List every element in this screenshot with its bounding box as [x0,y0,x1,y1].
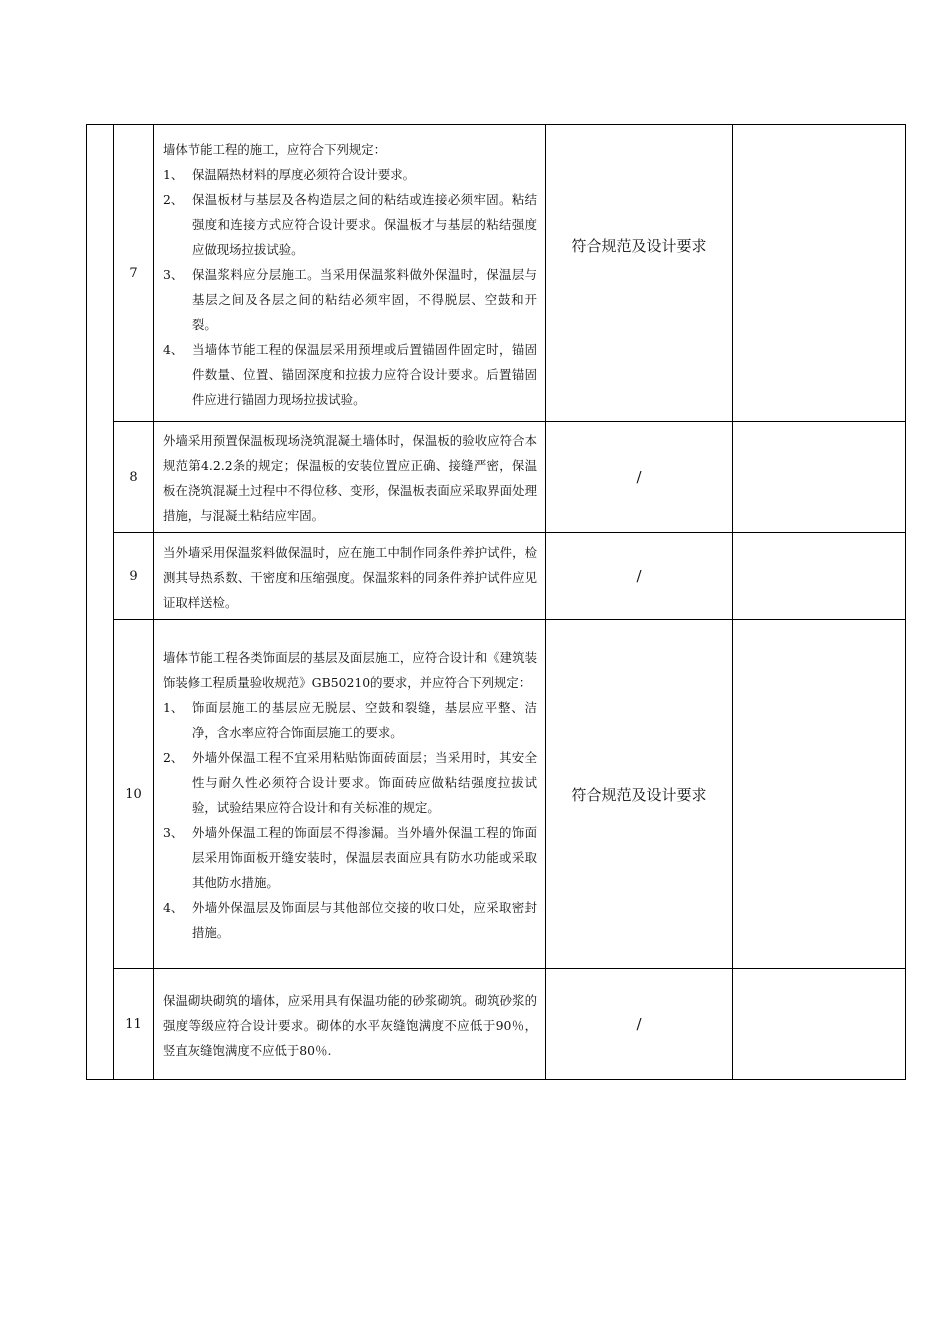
check-result: / [546,422,733,533]
table-row [87,422,906,533]
requirement-cell [154,125,546,422]
list-text: 外墙外保温工程不宜采用粘贴饰面砖面层；当采用时，其安全性与耐久性必须符合设计要求。饰面砖应做粘结强度拉拔试验，试验结果应符合设计和有关标准的规定。 [192,750,537,815]
requirement-text: 当外墙采用保温浆料做保温时，应在施工中制作同条件养护试件，检测其导热系数、干密度和压缩强度。保温浆料的同条件养护试件应见证取样送检。 [163,544,537,610]
list-item [163,695,537,745]
category-cell [87,125,114,1080]
list-text: 保温隔热材料的厚度必须符合设计要求。 [192,166,416,182]
list-text: 外墙外保温层及饰面层与其他部位交接的收口处，应采取密封措施。 [192,900,537,940]
list-marker: 4、 [163,341,184,357]
list-text: 保温板材与基层及各构造层之间的粘结或连接必须牢固。粘结强度和连接方式应符合设计要求。保温板才与基层的粘结强度应做现场拉拔试验。 [192,191,537,257]
item-number: 8 [114,422,154,533]
list-item [163,337,537,412]
list-item [163,262,537,337]
remark-cell [733,969,906,1080]
item-number: 11 [114,969,154,1080]
list-marker: 1、 [163,166,184,182]
table-row [87,969,906,1080]
item-number: 9 [114,533,154,620]
table-row [87,125,906,422]
list-marker: 3、 [163,266,184,282]
list-text: 外墙外保温工程的饰面层不得渗漏。当外墙外保温工程的饰面层采用饰面板开缝安装时，保温层表面应具有防水功能或采取其他防水措施。 [192,825,537,890]
requirement-text: 保温砌块砌筑的墙体，应采用具有保温功能的砂浆砌筑。砌筑砂浆的强度等级应符合设计要求。砌体的水平灰缝饱满度不应低于90％，竖直灰缝饱满度不应低于80％. [163,992,537,1058]
inspection-table [86,124,906,1080]
list-marker: 4、 [163,900,184,915]
table-row [87,533,906,620]
requirement-cell [154,422,546,533]
remark-cell [733,422,906,533]
list-text: 保温浆料应分层施工。当采用保温浆料做外保温时，保温层与基层之间及各层之间的粘结必须牢固，不得脱层、空鼓和开裂。 [192,266,537,332]
requirement-intro: 墙体节能工程的施工，应符合下列规定： [163,141,387,157]
list-marker: 2、 [163,191,184,207]
remark-cell [733,125,906,422]
list-text: 饰面层施工的基层应无脱层、空鼓和裂缝，基层应平整、洁净，含水率应符合饰面层施工的要求。 [192,700,537,740]
requirement-cell [154,969,546,1080]
requirement-cell [154,533,546,620]
check-result: 符合规范及设计要求 [546,620,733,969]
remark-cell [733,533,906,620]
list-item [163,895,537,945]
list-marker: 3、 [163,825,184,840]
requirement-cell [154,620,546,969]
list-item [163,745,537,820]
remark-cell [733,620,906,969]
check-result: / [546,533,733,620]
list-marker: 2、 [163,750,184,765]
check-result: 符合规范及设计要求 [546,125,733,422]
list-text: 当墙体节能工程的保温层采用预埋或后置锚固件固定时，锚固件数量、位置、锚固深度和拉拔力应符合设计要求。后置锚固件应进行锚固力现场拉拔试验。 [192,341,537,407]
list-item [163,820,537,895]
table-row [87,620,906,969]
requirement-text: 外墙采用预置保温板现场浇筑混凝土墙体时，保温板的验收应符合本规范第4.2.2条的规定；保温板的安装位置应正确、接缝严密，保温板在浇筑混凝土过程中不得位移、变形，保温板表面应采取界面处理措施，与混凝土粘结应牢固。 [163,433,537,523]
list-item [163,162,537,187]
item-number: 10 [114,620,154,969]
requirement-intro: 墙体节能工程各类饰面层的基层及面层施工，应符合设计和《建筑装饰装修工程质量验收规范》GB50210的要求，并应符合下列规定： [163,650,537,690]
check-result: / [546,969,733,1080]
list-item [163,187,537,262]
list-marker: 1、 [163,700,184,715]
item-number: 7 [114,125,154,422]
